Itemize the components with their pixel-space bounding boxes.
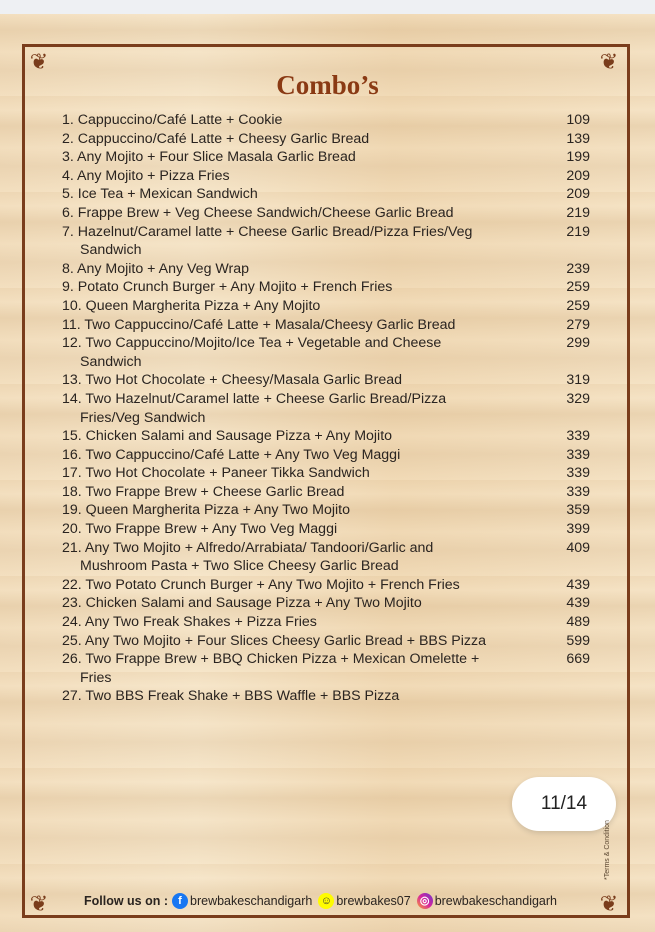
menu-item-price: 339 <box>566 465 590 482</box>
menu-item-name: 6. Frappe Brew + Veg Cheese Sandwich/Cheese Garlic Bread <box>62 204 454 221</box>
menu-item-price: 279 <box>566 316 590 333</box>
menu-item <box>62 539 602 576</box>
menu-item <box>62 334 602 371</box>
menu-item-name: 15. Chicken Salami and Sausage Pizza + Any Mojito <box>62 428 393 445</box>
menu-item-name: 11. Two Cappuccino/Café Latte + Masala/Cheesy Garlic Bread <box>62 316 456 333</box>
menu-item <box>62 613 602 632</box>
ornament-icon: ❦ <box>599 50 619 75</box>
menu-item-name: 1. Cappuccino/Café Latte + Cookie <box>62 112 283 128</box>
menu-item-price: 219 <box>566 223 590 240</box>
menu-item-price: 209 <box>566 167 590 184</box>
menu-item <box>62 501 602 520</box>
menu-item-price: 259 <box>566 279 590 296</box>
menu-item-name: 18. Two Frappe Brew + Cheese Garlic Bread <box>62 483 345 500</box>
menu-item <box>62 390 602 427</box>
menu-item-name: 19. Queen Margherita Pizza + Any Two Mojito <box>62 502 350 519</box>
menu-item <box>62 632 602 651</box>
menu-item <box>62 185 602 204</box>
menu-item-price: 219 <box>566 204 590 221</box>
menu-item-price: 489 <box>566 614 590 631</box>
facebook-handle: brewbakeschandigarh <box>190 894 313 908</box>
menu-item-name: 23. Chicken Salami and Sausage Pizza + Any Two Mojito <box>62 595 422 612</box>
menu-item-name: 3. Any Mojito + Four Slice Masala Garlic Bread <box>62 149 356 166</box>
menu-item-name: 26. Two Frappe Brew + BBQ Chicken Pizza + Mexican Omelette + Fries <box>62 651 480 686</box>
menu-item-name: 5. Ice Tea + Mexican Sandwich <box>62 186 258 203</box>
menu-item <box>62 427 602 446</box>
menu-item-name: 17. Two Hot Chocolate + Paneer Tikka Sandwich <box>62 465 370 482</box>
menu-item <box>62 650 602 687</box>
menu-item-price: 339 <box>566 446 590 463</box>
menu-item <box>62 148 602 167</box>
menu-item-price: 109 <box>566 112 590 128</box>
menu-item-price: 409 <box>566 539 590 556</box>
footer <box>84 893 584 909</box>
instagram-handle: brewbakeschandigarh <box>434 894 557 908</box>
menu-item-price: 319 <box>566 372 590 389</box>
menu-item-price: 339 <box>566 428 590 445</box>
menu-item-price: 199 <box>566 149 590 166</box>
menu-item <box>62 464 602 483</box>
facebook-link[interactable] <box>172 893 312 909</box>
menu-item-price: 239 <box>566 260 590 277</box>
top-bar <box>0 0 655 14</box>
menu-item-name: 22. Two Potato Crunch Burger + Any Two Mojito + French Fries <box>62 576 460 593</box>
menu-item-price: 439 <box>566 576 590 593</box>
menu-item-price: 139 <box>566 130 590 147</box>
menu-item-price: 329 <box>566 390 590 407</box>
menu-item <box>62 278 602 297</box>
snapchat-icon: ☺ <box>318 893 334 909</box>
ornament-icon: ❦ <box>599 892 619 917</box>
instagram-link[interactable] <box>417 893 557 909</box>
menu-item <box>62 371 602 390</box>
menu-item-price: 339 <box>566 483 590 500</box>
menu-item-price: 359 <box>566 502 590 519</box>
menu-item-price: 299 <box>566 335 590 352</box>
follow-label: Follow us on : <box>84 894 169 908</box>
menu-item-name: 25. Any Two Mojito + Four Slices Cheesy Garlic Bread + BBS Pizza <box>62 632 486 649</box>
menu-item-price: 399 <box>566 521 590 538</box>
menu-item-name: 7. Hazelnut/Caramel latte + Cheese Garlic Bread/Pizza Fries/Veg Sandwich <box>62 223 473 259</box>
menu-item <box>62 576 602 595</box>
menu-item <box>62 297 602 316</box>
page-indicator[interactable]: 11/14 <box>512 777 616 831</box>
facebook-icon: f <box>172 893 188 909</box>
menu-item-name: 21. Any Two Mojito + Alfredo/Arrabiata/ Tandoori/Garlic and Mushroom Pasta + Two Slice Cheesy Garlic Bread <box>62 539 434 575</box>
menu-item <box>62 167 602 186</box>
menu-item <box>62 204 602 223</box>
menu-item-price: 439 <box>566 595 590 612</box>
menu-item-name: 12. Two Cappuccino/Mojito/Ice Tea + Vegetable and Cheese Sandwich <box>62 335 442 370</box>
menu-item-price: 669 <box>566 651 590 668</box>
menu-item-price: 259 <box>566 297 590 314</box>
menu-item-name: 8. Any Mojito + Any Veg Wrap <box>62 260 250 277</box>
menu-item <box>62 223 602 260</box>
menu-item-name: 4. Any Mojito + Pizza Fries <box>62 167 230 184</box>
ornament-icon: ❦ <box>29 892 49 917</box>
menu-item-name: 14. Two Hazelnut/Caramel latte + Cheese Garlic Bread/Pizza Fries/Veg Sandwich <box>62 390 447 426</box>
menu-item-name: 24. Any Two Freak Shakes + Pizza Fries <box>62 614 317 631</box>
ornament-icon: ❦ <box>29 50 49 75</box>
page-title: Combo’s <box>276 70 379 100</box>
menu-item <box>62 687 602 706</box>
menu-item-name: 10. Queen Margherita Pizza + Any Mojito <box>62 297 321 314</box>
menu-item <box>62 520 602 539</box>
menu-item-name: 27. Two BBS Freak Shake + BBS Waffle + BBS Pizza <box>62 688 400 705</box>
menu-item <box>62 130 602 149</box>
menu-item-name: 2. Cappuccino/Café Latte + Cheesy Garlic Bread <box>62 130 370 147</box>
menu-item <box>62 483 602 502</box>
menu-item-price: 599 <box>566 632 590 649</box>
menu-item <box>62 260 602 279</box>
snapchat-link[interactable] <box>318 893 410 909</box>
menu-item-name: 13. Two Hot Chocolate + Cheesy/Masala Garlic Bread <box>62 372 403 389</box>
menu-item <box>62 446 602 465</box>
menu-item-name: 20. Two Frappe Brew + Any Two Veg Maggi <box>62 521 338 538</box>
menu-item <box>62 594 602 613</box>
menu-item <box>62 316 602 335</box>
instagram-icon: ◎ <box>417 893 433 909</box>
menu-item-name: 9. Potato Crunch Burger + Any Mojito + French Fries <box>62 279 393 296</box>
terms-note: *Terms & Condition <box>604 820 611 880</box>
menu-item <box>62 111 602 130</box>
snapchat-handle: brewbakes07 <box>336 894 411 908</box>
menu-item-name: 16. Two Cappuccino/Café Latte + Any Two Veg Maggi <box>62 446 401 463</box>
combo-list <box>62 111 602 706</box>
menu-item-price: 209 <box>566 186 590 203</box>
